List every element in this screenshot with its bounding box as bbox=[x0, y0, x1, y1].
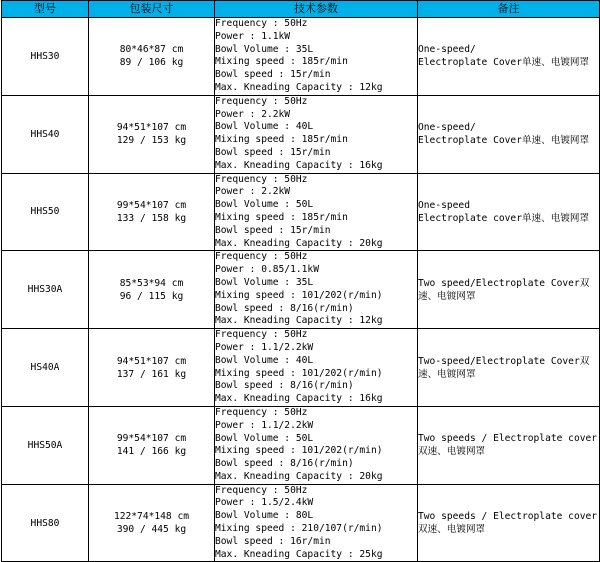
spec-line: Bowl speed : 8/16(r/min) bbox=[215, 380, 354, 392]
remarks-cell bbox=[418, 484, 600, 562]
spec-line: Max. Kneading Capacity : 20kg bbox=[215, 237, 383, 249]
spec-line: Power : 2.2kW bbox=[215, 108, 291, 120]
package-dimensions: 122*74*148 cm bbox=[113, 511, 190, 523]
spec-line: Bowl Volume : 50L bbox=[215, 432, 314, 444]
package-size-cell bbox=[89, 251, 215, 329]
spec-line: Bowl speed : 15r/min bbox=[215, 146, 331, 158]
spec-line: Mixing speed : 101/202(r/min) bbox=[215, 367, 383, 379]
remark-line: 速、电镀网罩 bbox=[418, 290, 476, 302]
remark-line: 速、电镀网罩 bbox=[418, 368, 476, 380]
header-package-size: 包装尺寸 bbox=[89, 1, 215, 18]
spec-line: Mixing speed : 210/107(r/min) bbox=[215, 523, 383, 535]
model-cell: HHS30A bbox=[2, 251, 89, 329]
spec-line: Bowl speed : 8/16(r/min) bbox=[215, 302, 354, 314]
remark-line: Electroplate cover单速、电镀网罩 bbox=[418, 212, 590, 224]
spec-line: Power : 1.1/2.2kW bbox=[215, 419, 314, 431]
spec-line: Max. Kneading Capacity : 16kg bbox=[215, 159, 383, 171]
spec-line: Frequency : 50Hz bbox=[215, 406, 308, 418]
spec-line: Frequency : 50Hz bbox=[215, 95, 308, 107]
spec-table bbox=[1, 0, 600, 562]
spec-line: Power : 1.1/2.2kW bbox=[215, 341, 314, 353]
remarks-cell bbox=[418, 329, 600, 407]
package-size-cell bbox=[89, 329, 215, 407]
package-weight: 141 / 166 kg bbox=[116, 446, 187, 458]
spec-line: Mixing speed : 185r/min bbox=[215, 211, 348, 223]
remark-line: Two speed/Electroplate Cover双 bbox=[418, 277, 590, 289]
spec-line: Mixing speed : 101/202(r/min) bbox=[215, 289, 383, 301]
table-row bbox=[2, 251, 600, 329]
remarks-cell bbox=[418, 173, 600, 251]
spec-line: Max. Kneading Capacity : 25kg bbox=[215, 548, 383, 560]
spec-line: Power : 0.85/1.1kW bbox=[215, 264, 319, 276]
package-dimensions: 80*46*87 cm bbox=[119, 44, 184, 56]
model-cell: HHS80 bbox=[2, 484, 89, 562]
spec-line: Max. Kneading Capacity : 12kg bbox=[215, 315, 383, 327]
package-size-cell bbox=[89, 173, 215, 251]
remark-line: 双速、电镀网罩 bbox=[418, 524, 486, 536]
remarks-cell bbox=[418, 406, 600, 484]
remark-line: One-speed/ bbox=[418, 44, 476, 56]
spec-line: Mixing speed : 185r/min bbox=[215, 134, 348, 146]
model-cell: HHS50 bbox=[2, 173, 89, 251]
remark-line: One-speed bbox=[418, 199, 470, 211]
model-cell: HS40A bbox=[2, 329, 89, 407]
spec-line: Bowl speed : 15r/min bbox=[215, 69, 331, 81]
package-size-cell bbox=[89, 95, 215, 173]
spec-line: Power : 1.5/2.4kW bbox=[215, 497, 314, 509]
remark-line: Electroplate Cover单速、电镀网罩 bbox=[418, 57, 590, 69]
tech-params-cell bbox=[215, 18, 418, 96]
spec-line: Bowl Volume : 40L bbox=[215, 121, 314, 133]
remark-line: Two speeds / Electroplate cover bbox=[418, 511, 598, 523]
tech-params-cell bbox=[215, 484, 418, 562]
spec-line: Bowl Volume : 35L bbox=[215, 43, 314, 55]
table-body bbox=[2, 18, 600, 562]
model-cell: HHS30 bbox=[2, 18, 89, 96]
remark-line: One-speed/ bbox=[418, 122, 476, 134]
spec-line: Mixing speed : 101/202(r/min) bbox=[215, 445, 383, 457]
remark-line: Two speeds / Electroplate cover bbox=[418, 433, 598, 445]
tech-params-cell bbox=[215, 406, 418, 484]
package-size-cell bbox=[89, 484, 215, 562]
table-row bbox=[2, 18, 600, 96]
header-model: 型号 bbox=[2, 1, 89, 18]
spec-line: Frequency : 50Hz bbox=[215, 173, 308, 185]
package-weight: 129 / 153 kg bbox=[116, 135, 187, 147]
tech-params-cell bbox=[215, 173, 418, 251]
spec-line: Max. Kneading Capacity : 12kg bbox=[215, 81, 383, 93]
spec-line: Frequency : 50Hz bbox=[215, 18, 308, 29]
header-tech-params: 技术参数 bbox=[215, 1, 418, 18]
spec-line: Power : 1.1kW bbox=[215, 30, 291, 42]
spec-line: Bowl speed : 8/16(r/min) bbox=[215, 458, 354, 470]
spec-line: Power : 2.2kW bbox=[215, 186, 291, 198]
package-weight: 133 / 158 kg bbox=[116, 212, 187, 224]
spec-line: Bowl Volume : 35L bbox=[215, 276, 314, 288]
header-row bbox=[2, 1, 600, 18]
package-dimensions: 94*51*107 cm bbox=[116, 355, 187, 367]
model-cell: HHS40 bbox=[2, 95, 89, 173]
remark-line: Electroplate Cover单速、电镀网罩 bbox=[418, 135, 590, 147]
package-weight: 137 / 161 kg bbox=[116, 368, 187, 380]
package-weight: 96 / 115 kg bbox=[119, 290, 184, 302]
table-row bbox=[2, 329, 600, 407]
remarks-cell bbox=[418, 18, 600, 96]
model-cell: HHS50A bbox=[2, 406, 89, 484]
spec-line: Frequency : 50Hz bbox=[215, 484, 308, 496]
tech-params-cell bbox=[215, 329, 418, 407]
spec-line: Bowl Volume : 80L bbox=[215, 510, 314, 522]
tech-params-cell bbox=[215, 95, 418, 173]
spec-line: Bowl speed : 15r/min bbox=[215, 224, 331, 236]
package-dimensions: 85*53*94 cm bbox=[119, 277, 184, 289]
remarks-cell bbox=[418, 95, 600, 173]
spec-line: Bowl speed : 16r/min bbox=[215, 535, 331, 547]
table-row bbox=[2, 173, 600, 251]
spec-line: Bowl Volume : 40L bbox=[215, 354, 314, 366]
spec-line: Bowl Volume : 50L bbox=[215, 199, 314, 211]
package-weight: 89 / 106 kg bbox=[119, 57, 184, 69]
remark-line: Two-speed/Electroplate Cover双 bbox=[418, 355, 590, 367]
table-row bbox=[2, 406, 600, 484]
package-size-cell bbox=[89, 406, 215, 484]
remarks-cell bbox=[418, 251, 600, 329]
package-dimensions: 99*54*107 cm bbox=[116, 199, 187, 211]
remark-line: 双速、电镀网罩 bbox=[418, 446, 486, 458]
header-remarks: 备注 bbox=[418, 1, 600, 18]
table-row bbox=[2, 95, 600, 173]
spec-line: Frequency : 50Hz bbox=[215, 251, 308, 263]
spec-line: Frequency : 50Hz bbox=[215, 329, 308, 341]
package-weight: 390 / 445 kg bbox=[116, 524, 187, 536]
package-dimensions: 94*51*107 cm bbox=[116, 122, 187, 134]
package-size-cell bbox=[89, 18, 215, 96]
spec-line: Max. Kneading Capacity : 16kg bbox=[215, 393, 383, 405]
tech-params-cell bbox=[215, 251, 418, 329]
spec-line: Mixing speed : 185r/min bbox=[215, 56, 348, 68]
table-row bbox=[2, 484, 600, 562]
package-dimensions: 99*54*107 cm bbox=[116, 433, 187, 445]
spec-line: Max. Kneading Capacity : 20kg bbox=[215, 470, 383, 482]
